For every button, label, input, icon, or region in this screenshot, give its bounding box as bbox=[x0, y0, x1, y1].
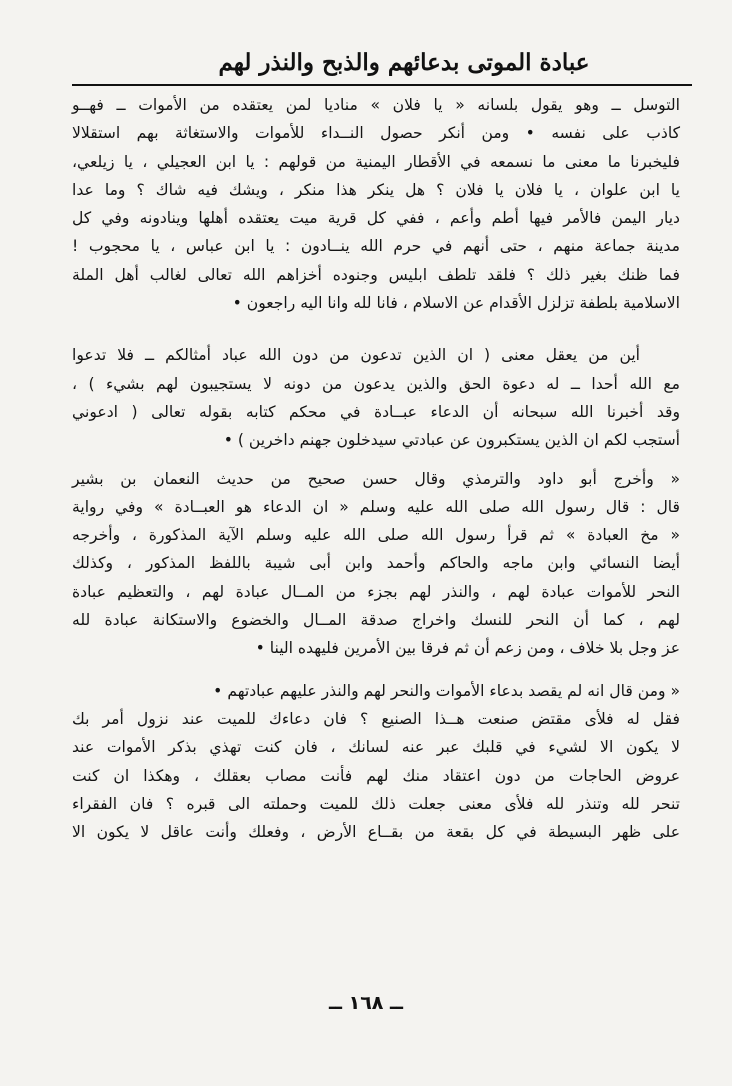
paragraph-gap bbox=[72, 455, 680, 465]
text-line: لا يكون الا لشيء في قلبك عبر عنه لسانك ، فان كنت تهذي بذكر الأموات عند bbox=[72, 738, 680, 757]
paragraph-1 bbox=[72, 91, 680, 317]
page-number: ــ ١٦٨ ــ bbox=[328, 992, 403, 1014]
text-line: فليخبرنا ما معنى ما نسمعه في الأقطار اليمنية من قولهم : يا ابن العجيلي ، يا زيلعي، bbox=[72, 152, 680, 171]
text-line: « وأخرج أبو داود والترمذي وقال حسن صحيح من حديث النعمان بن بشير bbox=[72, 469, 680, 488]
text-line: تنحر لله وتنذر لله فلأى معنى جعلت ذلك للميت وحملته الى قبره ؟ فان الفقراء bbox=[72, 794, 680, 813]
running-header-title: عبادة الموتى بدعائهم والذبح والنذر لهم bbox=[218, 49, 590, 76]
text-line: النحر للأموات عبادة لهم ، والنذر لهم بجزء من المــال عبادة لهم ، والتعظيم عبادة bbox=[72, 582, 680, 601]
text-line: فما ظنك بغير ذلك ؟ فلقد تلطف ابليس وجنوده أخزاهم الله تعالى لغالب أهل الملة bbox=[72, 265, 680, 284]
header-divider bbox=[72, 84, 692, 86]
text-line: يا ابن علوان ، يا فلان يا فلان ؟ هل ينكر هذا منكر ، ويشك فيه شاك ؟ وما عدا bbox=[72, 180, 680, 199]
text-line: لهم ، كما أن النحر للنسك واخراج صدقة المــال والخضوع والاستكانة عبادة لله bbox=[72, 611, 680, 630]
text-line: التوسل ــ وهو يقول بلسانه « يا فلان » مناديا لمن يعتقده من الأموات ــ فهــو bbox=[72, 96, 680, 114]
paragraph-4 bbox=[72, 677, 680, 847]
text-line: عز وجل بلا خلاف ، ومن زعم أن ثم فرقا بين الأمرين فليهده الينا • bbox=[255, 639, 680, 658]
paragraph-3 bbox=[72, 465, 680, 663]
text-line: ديار اليمن فالأمر فيها أطم وأعم ، ففي كل قرية ميت يعتقده أهلها وينادونه وفي كل bbox=[72, 209, 680, 228]
paragraph-gap bbox=[72, 317, 680, 341]
text-line: « ومن قال انه لم يقصد بدعاء الأموات والنحر لهم والنذر عليهم عبادتهم • bbox=[213, 681, 680, 700]
text-line: أين من يعقل معنى ( ان الذين تدعون من دون الله عباد أمثالكم ــ فلا تدعوا bbox=[72, 346, 640, 365]
paragraph-2 bbox=[72, 341, 680, 454]
paragraph-gap bbox=[72, 663, 680, 677]
text-line: أيضا النسائي وابن ماجه والحاكم وأحمد وابن أبى شيبة باللفظ المذكور ، وكذلك bbox=[72, 554, 680, 573]
text-line: مدينة جماعة منهم ، حتى أنهم في حرم الله ينــادون : يا ابن عباس ، يا محجوب ! bbox=[72, 237, 680, 256]
text-line: كاذب على نفسه • ومن أنكر حصول النــداء للأموات والاستغاثة بهم استقلالا bbox=[72, 124, 680, 143]
page-body bbox=[72, 91, 680, 846]
text-line: قال : قال رسول الله صلى الله عليه وسلم « ان الدعاء هو العبــادة » وفي رواية bbox=[72, 497, 680, 516]
text-line: أستجب لكم ان الذين يستكبرون عن عبادتي سيدخلون جهنم داخرين ) • bbox=[223, 431, 680, 450]
text-line: « مخ العبادة » ثم قرأ رسول الله صلى الله عليه وسلم الآية المذكورة ، وأخرجه bbox=[72, 526, 680, 545]
text-line: مع الله أحدا ــ له دعوة الحق والذين يدعون من دونه لا يستجيبون لهم بشيء ) ، bbox=[72, 374, 680, 393]
text-line: على ظهر البسيطة في كل بقعة من بقــاع الأرض ، وفعلك وأنت عاقل لا يكون الا bbox=[72, 823, 680, 842]
text-line: وقد أخبرنا الله سبحانه أن الدعاء عبــادة في محكم كتابه بقوله تعالى ( ادعوني bbox=[72, 402, 680, 421]
text-line: عروض الحاجات من دون اعتقاد منك لهم فأنت مصاب بعقلك ، وهكذا ان كنت bbox=[72, 766, 680, 785]
text-line: الاسلامية بلطفة تزلزل الأقدام عن الاسلام ، فانا لله وانا اليه راجعون • bbox=[232, 294, 680, 313]
text-line: فقل له فلأى مقتض صنعت هــذا الصنيع ؟ فان دعاءك للميت عند نزول أمر بك bbox=[72, 709, 680, 728]
